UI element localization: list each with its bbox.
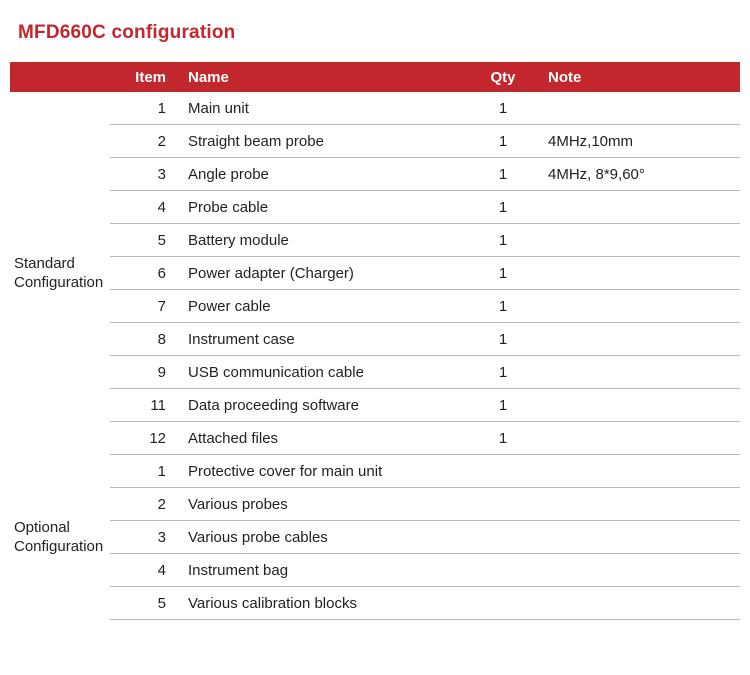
cell-name: Instrument case <box>178 323 468 356</box>
cell-note <box>538 554 740 587</box>
page-title: MFD660C configuration <box>18 22 236 43</box>
table-row <box>10 521 740 554</box>
cell-item: 3 <box>110 158 178 191</box>
column-header-qty: Qty <box>468 62 538 92</box>
cell-qty <box>468 521 538 554</box>
cell-qty <box>468 554 538 587</box>
table-body <box>10 92 740 620</box>
column-header-group <box>10 62 110 92</box>
table-row <box>10 125 740 158</box>
cell-item: 5 <box>110 587 178 620</box>
cell-name: USB communication cable <box>178 356 468 389</box>
cell-item: 6 <box>110 257 178 290</box>
cell-item: 5 <box>110 224 178 257</box>
table-header-row <box>10 62 740 92</box>
table-row <box>10 356 740 389</box>
table-row <box>10 488 740 521</box>
document-page <box>0 22 750 675</box>
configuration-table <box>10 62 740 620</box>
cell-name: Data proceeding software <box>178 389 468 422</box>
cell-note <box>538 323 740 356</box>
table-row <box>10 455 740 488</box>
cell-item: 1 <box>110 92 178 125</box>
cell-note <box>538 257 740 290</box>
cell-item: 1 <box>110 455 178 488</box>
group-label-standard: Standard Configuration <box>14 255 104 292</box>
table-row <box>10 191 740 224</box>
cell-qty: 1 <box>468 290 538 323</box>
cell-qty: 1 <box>468 191 538 224</box>
cell-qty <box>468 587 538 620</box>
column-header-name: Name <box>178 62 468 92</box>
cell-note <box>538 455 740 488</box>
table-header <box>10 62 740 92</box>
cell-item: 2 <box>110 488 178 521</box>
cell-name: Various calibration blocks <box>178 587 468 620</box>
cell-item: 2 <box>110 125 178 158</box>
cell-note <box>538 488 740 521</box>
table-row <box>10 92 740 125</box>
cell-note <box>538 422 740 455</box>
cell-qty: 1 <box>468 257 538 290</box>
cell-item: 3 <box>110 521 178 554</box>
cell-name: Power cable <box>178 290 468 323</box>
table-row <box>10 158 740 191</box>
cell-note <box>538 356 740 389</box>
cell-qty: 1 <box>468 92 538 125</box>
table-row <box>10 323 740 356</box>
cell-name: Straight beam probe <box>178 125 468 158</box>
cell-name: Angle probe <box>178 158 468 191</box>
group-label-optional: Optional Configuration <box>14 519 104 555</box>
cell-name: Instrument bag <box>178 554 468 587</box>
cell-note: 4MHz, 8*9,60° <box>538 158 740 191</box>
cell-note <box>538 191 740 224</box>
table-row <box>10 587 740 620</box>
cell-item: 12 <box>110 422 178 455</box>
cell-qty <box>468 455 538 488</box>
cell-note: 4MHz,10mm <box>538 125 740 158</box>
cell-item: 7 <box>110 290 178 323</box>
cell-name: Main unit <box>178 92 468 125</box>
table-row <box>10 389 740 422</box>
cell-note <box>538 389 740 422</box>
cell-note <box>538 224 740 257</box>
table-row <box>10 422 740 455</box>
cell-name: Attached files <box>178 422 468 455</box>
cell-note <box>538 290 740 323</box>
cell-name: Protective cover for main unit <box>178 455 468 488</box>
cell-qty: 1 <box>468 125 538 158</box>
column-header-item: Item <box>110 62 178 92</box>
cell-note <box>538 587 740 620</box>
cell-qty: 1 <box>468 356 538 389</box>
table-row <box>10 257 740 290</box>
cell-item: 9 <box>110 356 178 389</box>
cell-note <box>538 92 740 125</box>
cell-qty: 1 <box>468 389 538 422</box>
cell-name: Battery module <box>178 224 468 257</box>
cell-note <box>538 521 740 554</box>
cell-qty: 1 <box>468 323 538 356</box>
cell-name: Various probe cables <box>178 521 468 554</box>
cell-item: 4 <box>110 191 178 224</box>
column-header-note: Note <box>538 62 740 92</box>
cell-qty: 1 <box>468 158 538 191</box>
cell-item: 8 <box>110 323 178 356</box>
cell-qty: 1 <box>468 422 538 455</box>
table-row <box>10 290 740 323</box>
cell-qty <box>468 488 538 521</box>
cell-name: Power adapter (Charger) <box>178 257 468 290</box>
cell-item: 4 <box>110 554 178 587</box>
cell-name: Various probes <box>178 488 468 521</box>
cell-item: 11 <box>110 389 178 422</box>
cell-qty: 1 <box>468 224 538 257</box>
table-row <box>10 554 740 587</box>
cell-name: Probe cable <box>178 191 468 224</box>
table-row <box>10 224 740 257</box>
